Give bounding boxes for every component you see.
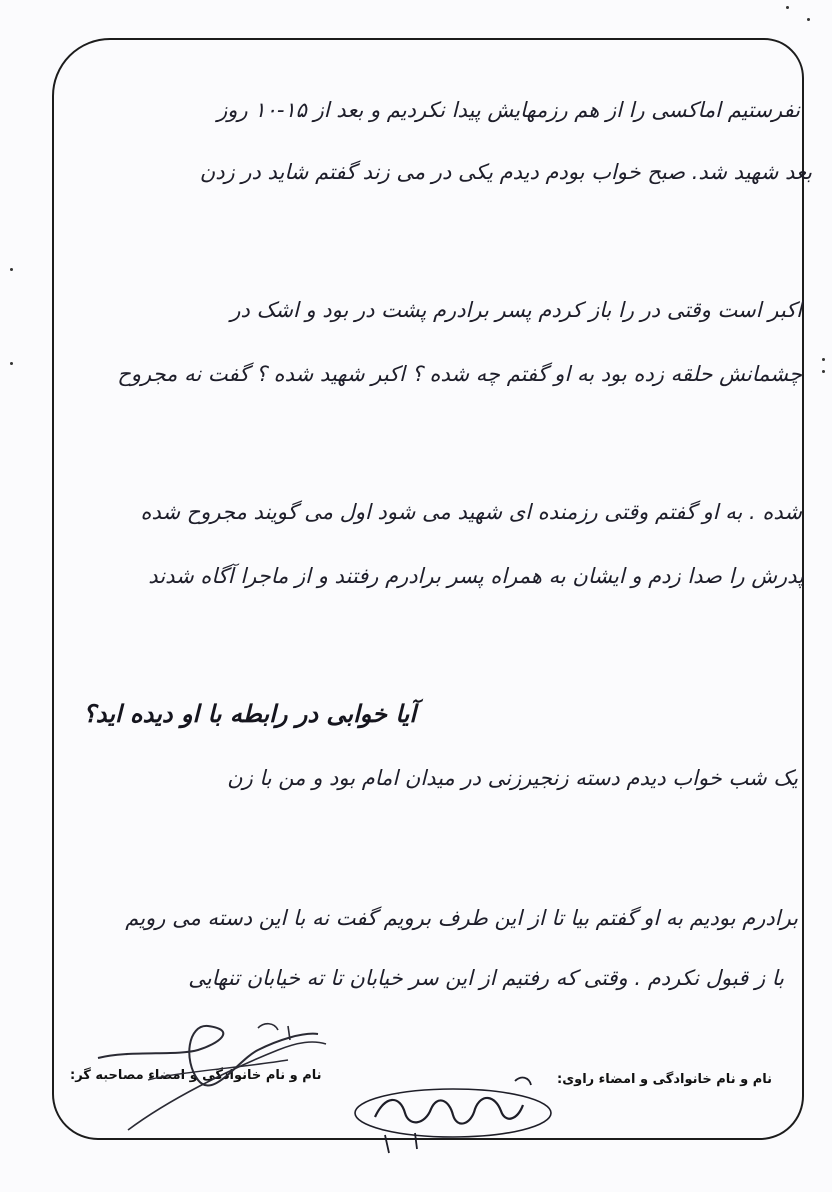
handwritten-line: بعد شهید شد. صبح خواب بودم دیدم یکی در می زند گفتم شاید در زدن — [199, 160, 812, 184]
scan-speck — [786, 6, 789, 9]
interviewer-signature-label: نام و نام خانوادگی و امضاء مصاحبه گر: — [70, 1068, 322, 1083]
handwritten-line: شده . به او گفتم وقتی رزمنده ای شهید می شود اول می گویند مجروح شده — [140, 500, 802, 524]
interviewer-signature — [88, 1020, 338, 1140]
scan-speck — [807, 18, 810, 21]
handwritten-line: برادرم بودیم به او گفتم بیا تا از این طرف برویم گفت نه با این دسته می رویم — [125, 906, 798, 930]
scan-speck — [10, 362, 13, 365]
narrator-signature — [345, 1075, 560, 1165]
narrator-signature-label: نام و نام خانوادگی و امضاء راوی: — [557, 1072, 772, 1087]
handwritten-line: اکبر است وقتی در را باز کردم پسر برادرم پشت در بود و اشک در — [230, 298, 802, 322]
handwritten-line: چشمانش حلقه زده بود به او گفتم چه شده ؟ اکبر شهید شده ؟ گفت نه مجروح — [117, 362, 802, 386]
handwritten-line: نفرستیم اماکسی را از هم رزمهایش پیدا نکردیم و بعد از ۱۵-۱۰ روز — [217, 98, 800, 122]
question-heading: آیا خوابی در رابطه با او دیده اید؟ — [83, 700, 416, 728]
handwritten-line: پدرش را صدا زدم و ایشان به همراه پسر برادرم رفتند و از ماجرا آگاه شدند — [148, 564, 804, 588]
scan-speck — [10, 268, 13, 271]
handwritten-line: با ز قبول نکردم . وقتی که رفتیم از این سر خیابان تا ته خیابان تنهایی — [188, 966, 784, 990]
scan-speck — [822, 370, 825, 373]
handwritten-line: یک شب خواب دیدم دسته زنجیرزنی در میدان امام بود و من با زن — [227, 766, 798, 790]
scan-speck — [822, 358, 825, 361]
